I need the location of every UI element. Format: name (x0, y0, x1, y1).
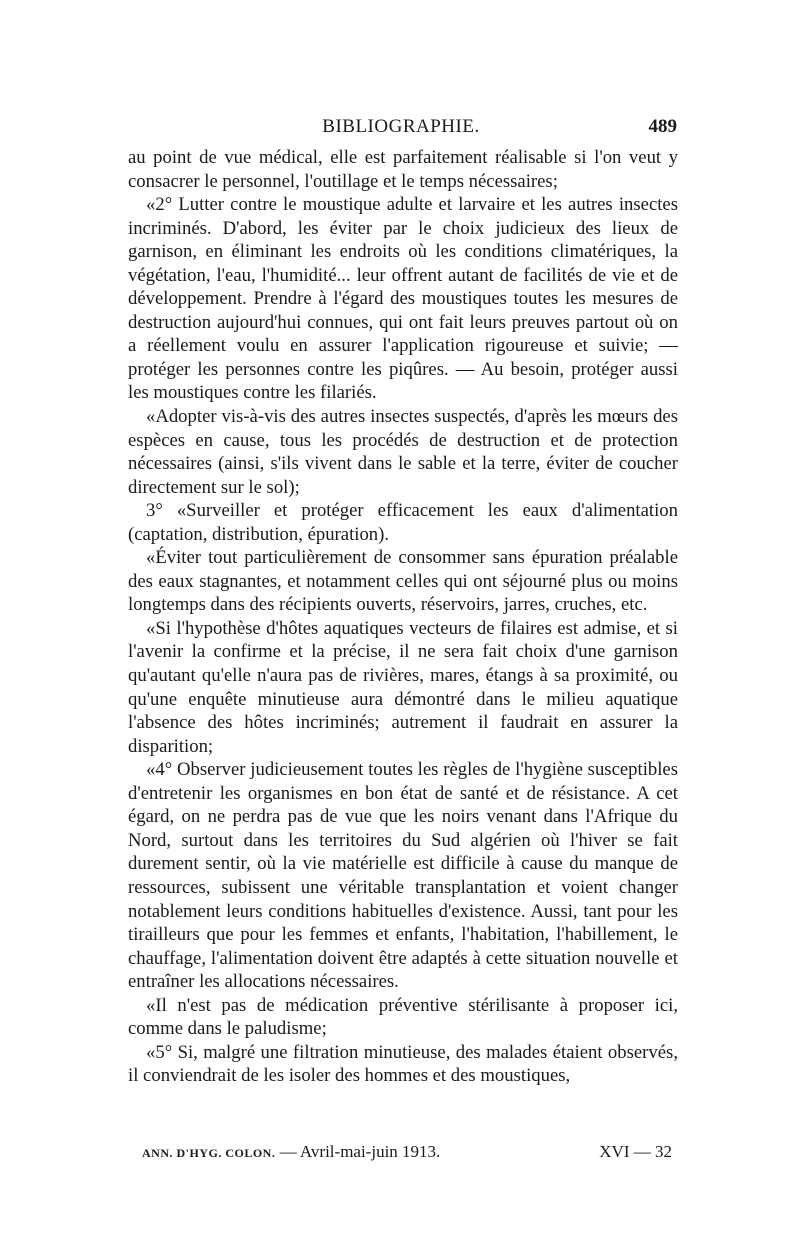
footer-citation (142, 1142, 440, 1162)
header-title: BIBLIOGRAPHIE. (322, 116, 480, 137)
paragraph: «Il n'est pas de médication préventive stérilisante à proposer ici, comme dans le paludisme; (128, 994, 678, 1040)
paragraph: au point de vue médical, elle est parfaitement réalisable si l'on veut y consacrer le personnel, l'outillage et le temps nécessaires; (128, 147, 678, 192)
paragraph: «Si l'hypothèse d'hôtes aquatiques vecteurs de filaires est admise, et si l'avenir la confirme et la précise, il ne sera fait choix d'une garnison qu'autant qu'elle n'aura pas de rivières, mares, étangs à sa proximité, ou qu'une enquête minutieuse aura démontré dans le milieu aquatique l'absence des hôtes incriminés; autrement il faudrait en assurer la disparition; (128, 617, 678, 757)
footer-date: — Avril-mai-juin 1913. (279, 1142, 441, 1161)
page-footer (142, 1142, 672, 1168)
paragraph: «2° Lutter contre le moustique adulte et larvaire et les autres insectes incriminés. D'abord, les éviter par le choix judicieux des lieux de garnison, en éliminant les endroits où les conditions climatériques, la végétation, l'eau, l'humidité... leur offrent autant de facilités de vie et de développement. Prendre à l'égard des moustiques toutes les mesures de destruction aujourd'hui connues, qui ont fait leurs preuves partout où on a réellement voulu en assurer l'application rigoureuse et suivie; — protéger les personnes contre les piqûres. — Au besoin, protéger aussi les moustiques contre les filariés. (128, 194, 678, 404)
paragraph: «Adopter vis-à-vis des autres insectes suspectés, d'après les mœurs des espèces en cause, tous les procédés de destruction et de protection nécessaires (ainsi, s'ils vivent dans le sable et la terre, éviter de coucher directement sur le sol); (128, 406, 678, 498)
page-number: 489 (648, 116, 677, 137)
footer-journal: ANN. D'HYG. COLON. (142, 1146, 276, 1160)
paragraph: «4° Observer judicieusement toutes les règles de l'hygiène susceptibles d'entretenir les organismes en bon état de santé et de résistance. A cet égard, on ne perdra pas de vue que les noirs venant dans l'Afrique du Nord, surtout dans les territoires du Sud algérien où l'hiver se fait durement sentir, où la vie matérielle est difficile à cause du manque de ressources, subissent une véritable transplantation et voient changer notablement leurs conditions habituelles d'existence. Aussi, tant pour les tirailleurs que pour les femmes et enfants, l'habitation, l'habillement, le chauffage, l'alimentation doivent être adaptés à cette situation nouvelle et entraîner les allocations nécessaires. (128, 759, 678, 993)
paragraph: «Éviter tout particulièrement de consommer sans épuration préalable des eaux stagnantes, et notamment celles qui ont séjourné plus ou moins longtemps dans des récipients ouverts, réservoirs, jarres, cruches, etc. (128, 547, 678, 616)
paragraph: «5° Si, malgré une filtration minutieuse, des malades étaient observés, il conviendrait de les isoler des hommes et des moustiques, (128, 1041, 678, 1087)
running-header (125, 114, 677, 142)
footer-signature: XVI — 32 (599, 1142, 672, 1161)
paragraph: 3° «Surveiller et protéger efficacement les eaux d'alimentation (captation, distribution, épuration). (128, 500, 678, 545)
body-text (128, 146, 678, 1088)
